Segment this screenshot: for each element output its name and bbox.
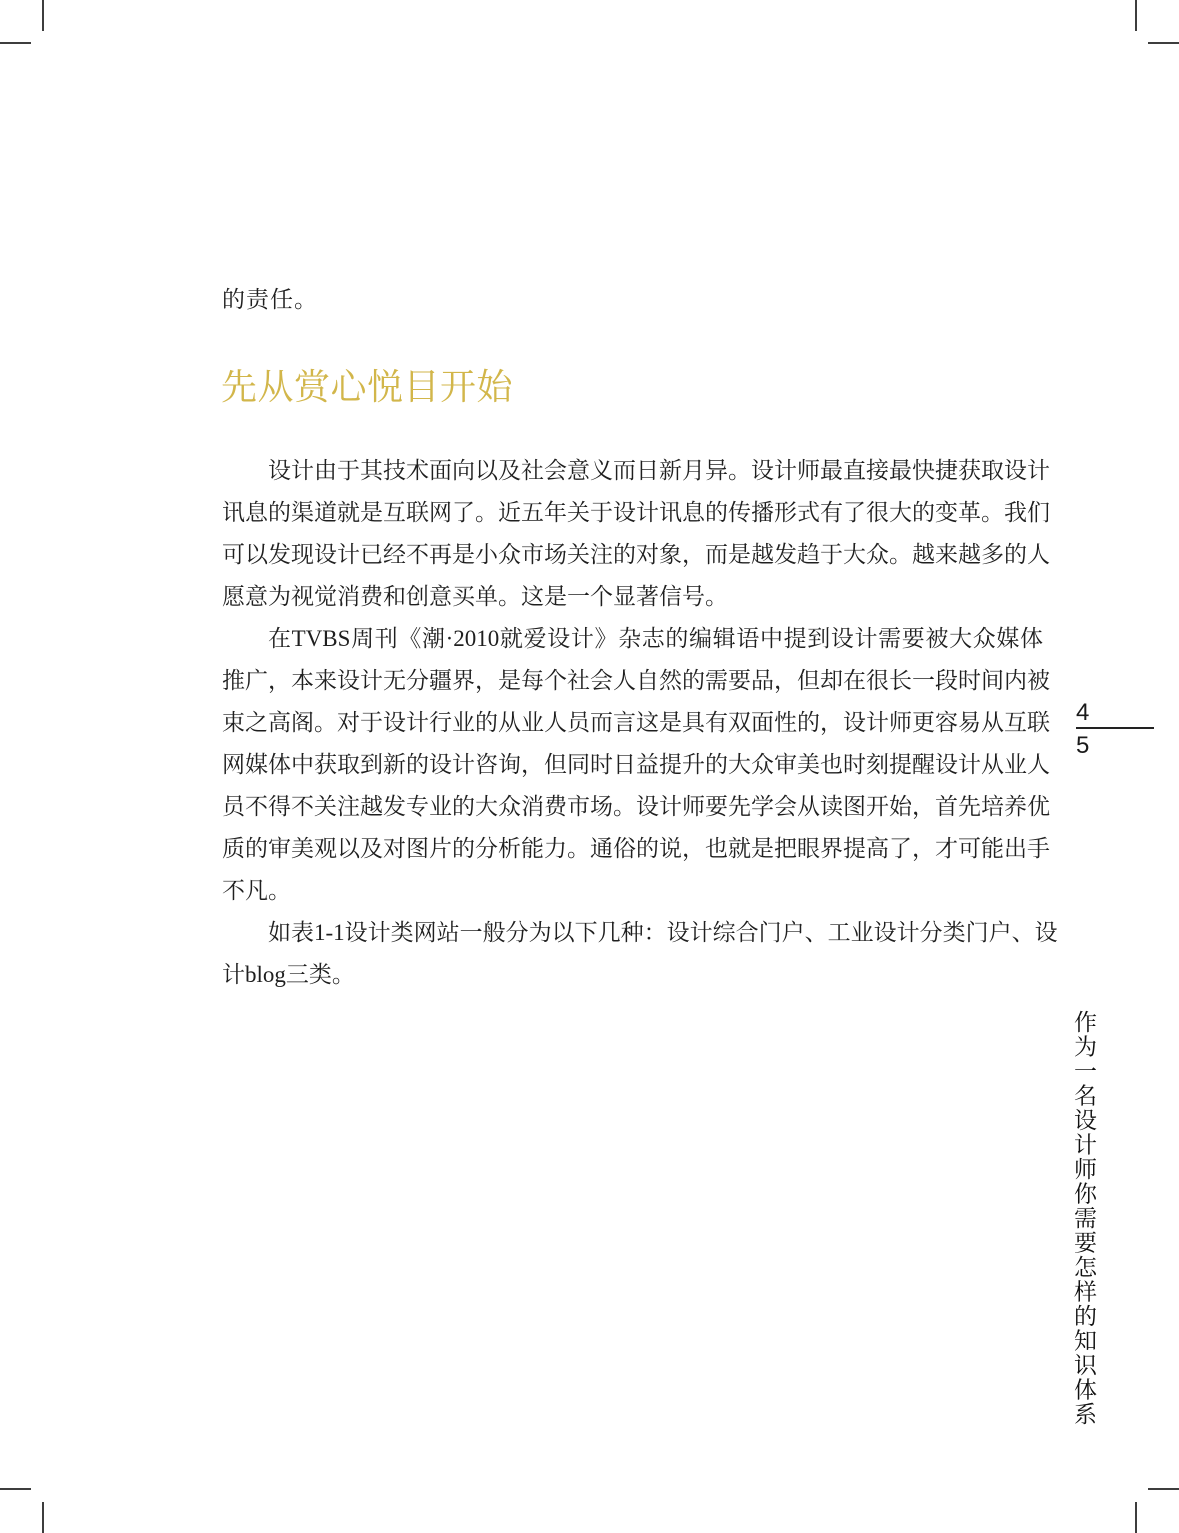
- text-line: 员不得不关注越发专业的大众消费市场。设计师要先学会从读图开始，首先培养优: [222, 794, 1050, 819]
- text-line: 推广，本来设计无分疆界，是每个社会人自然的需要品，但却在很长一段时间内被: [222, 668, 1050, 693]
- crop-mark-bottom-right-vertical: [1135, 1502, 1137, 1533]
- crop-mark-top-left-horizontal: [0, 42, 31, 44]
- text-line: 不凡。: [222, 878, 291, 903]
- body-text: [222, 450, 1058, 996]
- text-line: 束之高阁。对于设计行业的从业人员而言这是具有双面性的，设计师更容易从互联: [222, 710, 1050, 735]
- text-line: 计blog三类。: [222, 962, 355, 987]
- paragraph: [222, 450, 1050, 618]
- folio-divider: [1076, 727, 1154, 729]
- text-line: 设计由于其技术面向以及社会意义而日新月异。设计师最直接最快捷获取设计: [268, 458, 1050, 483]
- text-line: 质的审美观以及对图片的分析能力。通俗的说，也就是把眼界提高了，才可能出手: [222, 836, 1050, 861]
- crop-mark-top-right-horizontal: [1148, 42, 1179, 44]
- crop-mark-top-left-vertical: [42, 0, 44, 31]
- text-line: 在TVBS周刊《潮·2010就爱设计》杂志的编辑语中提到设计需要被大众媒体: [268, 626, 1043, 651]
- paragraph: [222, 912, 1058, 996]
- text-line: 网媒体中获取到新的设计咨询，但同时日益提升的大众审美也时刻提醒设计从业人: [222, 752, 1050, 777]
- crop-mark-bottom-left-vertical: [42, 1502, 44, 1533]
- crop-mark-top-right-vertical: [1135, 0, 1137, 31]
- text-line: 愿意为视觉消费和创意买单。这是一个显著信号。: [222, 584, 728, 609]
- page-number-block: [1076, 700, 1156, 759]
- section-heading: 先从赏心悦目开始: [221, 366, 514, 407]
- text-line: 可以发现设计已经不再是小众市场关注的对象，而是越发趋于大众。越来越多的人: [222, 542, 1050, 567]
- paragraph-fragment: 的责任。: [222, 287, 318, 312]
- crop-mark-bottom-left-horizontal: [0, 1488, 31, 1490]
- page-number-bottom: 5: [1076, 732, 1090, 759]
- paragraph: [222, 618, 1050, 912]
- page-number-top: 4: [1076, 699, 1090, 726]
- crop-mark-bottom-right-horizontal: [1148, 1488, 1179, 1490]
- chapter-side-title: 作为一名设计师你需要怎样的知识体系: [1071, 1010, 1097, 1427]
- text-line: 讯息的渠道就是互联网了。近五年关于设计讯息的传播形式有了很大的变革。我们: [222, 500, 1050, 525]
- text-line: 如表1-1设计类网站一般分为以下几种：设计综合门户、工业设计分类门户、设: [268, 920, 1058, 945]
